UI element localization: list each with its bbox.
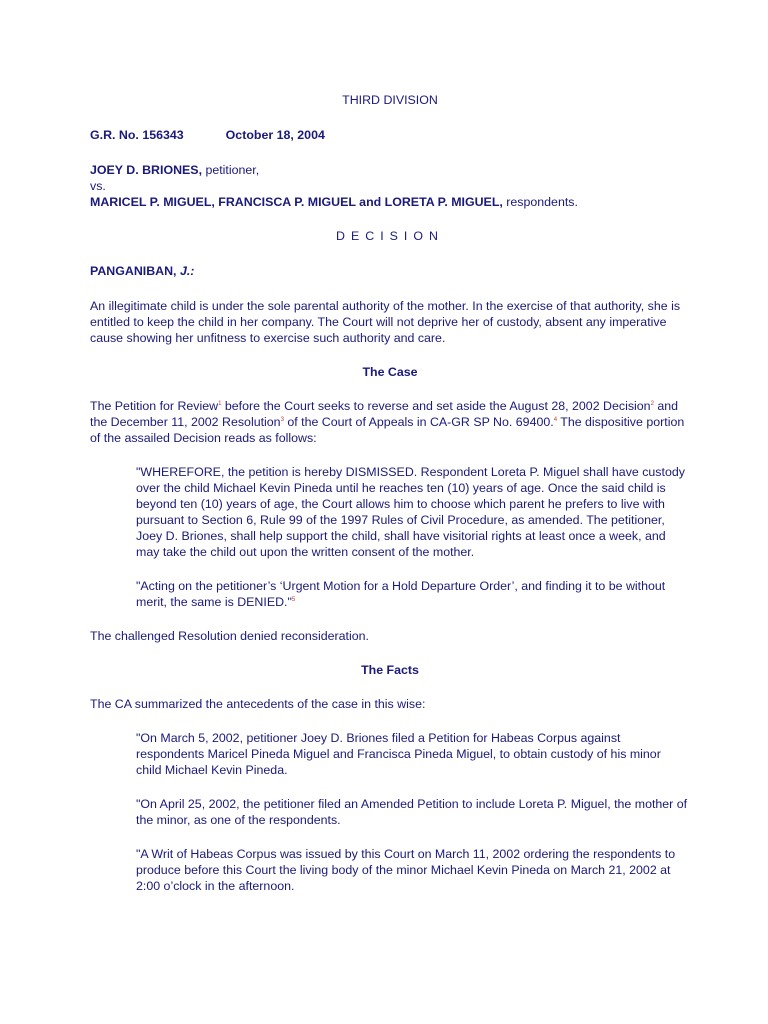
facts-intro: The CA summarized the antecedents of the case in this wise: [90,697,426,711]
facts-quote-3: "A Writ of Habeas Corpus was issued by this Court on March 11, 2002 ordering the respondents to produce before this Court the living body of the minor Michael Kevin Pineda on March 21, 2002 at 2:00 o’clock in the afternoon. [136,847,676,893]
footnote-ref-1[interactable]: 1 [218,400,222,407]
respondents-line [90,194,690,210]
hold-departure-quote [136,578,688,610]
the-facts-heading: The Facts [361,663,419,677]
resolution-paragraph: The challenged Resolution denied reconsideration. [90,629,369,643]
petitioner-role: petitioner, [202,163,260,177]
facts-quote-2: "On April 25, 2002, the petitioner filed an Amended Petition to include Loreta P. Miguel, the mother of the minor, as one of the respondents. [136,797,688,827]
footnote-ref-5[interactable]: 5 [291,596,296,603]
parties-block [90,162,690,210]
ponente-name: PANGANIBAN, [90,264,180,278]
case-number-line [90,127,690,143]
intro-paragraph: An illegitimate child is under the sole parental authority of the mother. In the exercise of that authority, she is entitled to keep the child in her company. The Court will not deprive her of custody, absent any imperative cause showing her unfitness to exercise such authority and care. [90,299,681,345]
dispositive-quote: "WHEREFORE, the petition is hereby DISMISSED. Respondent Loreta P. Miguel shall have custody over the child Michael Kevin Pineda until he reaches ten (10) years of age. Once the said child is beyond ten (10) years of age, the Court allows him to choose which parent he prefers to live with pursuant to Section 6, Rule 99 of the 1997 Rules of Civil Procedure, as amended. The petitioner, Joey D. Briones, shall help support the child, shall have visitorial rights at least once a week, and may take the child out upon the written consent of the mother. [136,465,685,559]
decision-document [90,92,690,912]
decision-title: DECISION [336,229,444,243]
case-text-3: and the December 11, 2002 Resolution [90,399,679,429]
respondents-role: respondents. [502,195,578,209]
case-text-2: before the Court seeks to reverse and set aside the August 28, 2002 Decision [221,399,651,413]
facts-quote-1: "On March 5, 2002, petitioner Joey D. Briones filed a Petition for Habeas Corpus against respondents Maricel Pineda Miguel and Francisca Pineda Miguel, to obtain custody of his minor child Michael Kevin Pineda. [136,731,661,777]
case-text-4: of the Court of Appeals in CA-GR SP No. 69400. [283,415,554,429]
ponente-title: J.: [179,264,195,278]
case-paragraph [90,398,690,446]
hold-departure-text: "Acting on the petitioner’s ‘Urgent Motion for a Hold Departure Order’, and finding it to be without merit, the same is DENIED." [136,579,666,609]
footnote-ref-3[interactable]: 3 [280,416,284,423]
petitioner-line [90,162,690,178]
ponente-line [90,263,690,279]
respondents-names: MARICEL P. MIGUEL, FRANCISCA P. MIGUEL and LORETA P. MIGUEL, [90,195,503,209]
the-case-heading: The Case [362,365,418,379]
petitioner-name: JOEY D. BRIONES, [90,163,203,177]
division-heading: THIRD DIVISION [342,93,438,107]
decision-date: October 18, 2004 [225,128,325,142]
case-text-5: The dispositive portion of the assailed Decision reads as follows: [90,415,685,445]
case-text-1: The Petition for Review [90,399,219,413]
footnote-ref-4[interactable]: 4 [553,416,558,423]
gr-number: G.R. No. 156343 [90,128,184,142]
footnote-ref-2[interactable]: 2 [650,400,654,407]
versus-label: vs. [90,179,106,193]
